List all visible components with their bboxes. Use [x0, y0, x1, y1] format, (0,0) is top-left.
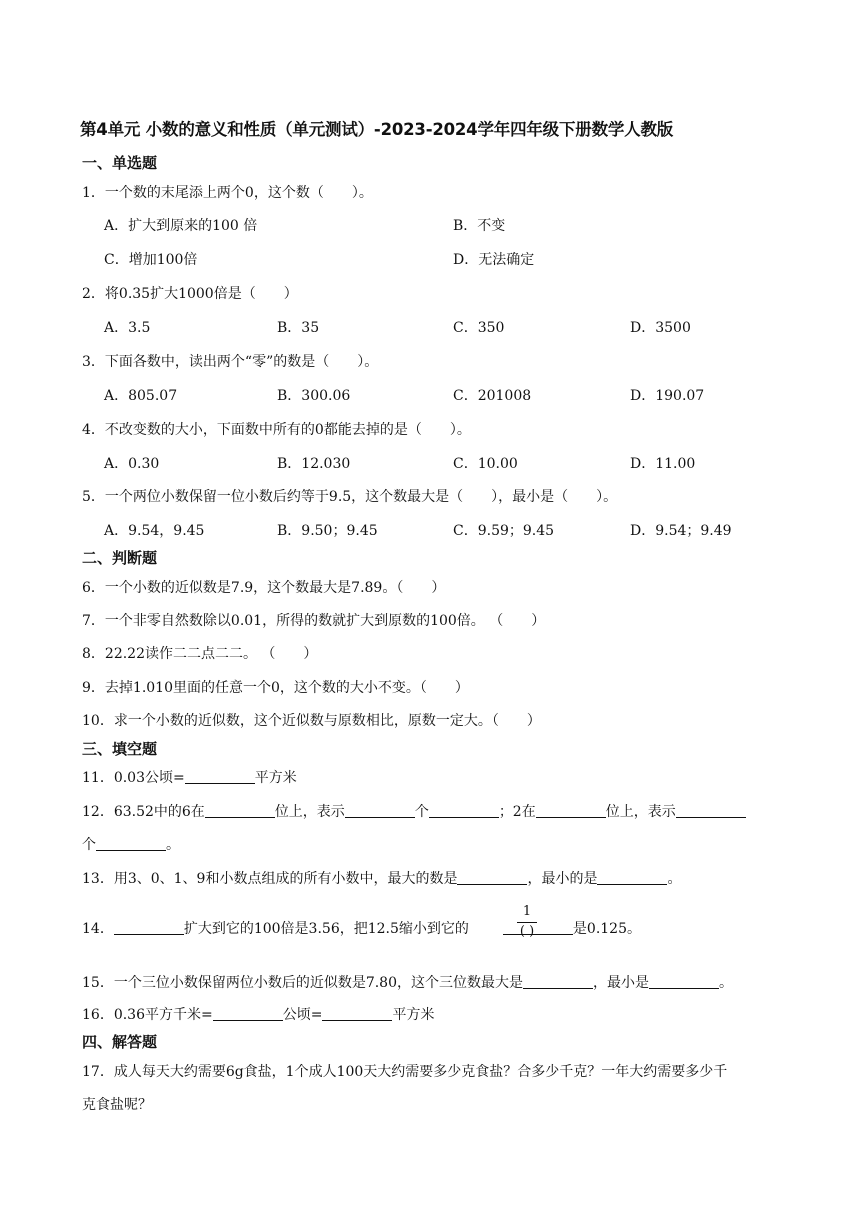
- answer-blank[interactable]: [457, 870, 527, 885]
- q4-option-c: C．10.00: [453, 456, 518, 472]
- q14-text-b: 扩大到它的100倍是3.56，把12.5缩小到它的: [183, 921, 469, 937]
- answer-blank[interactable]: [213, 1006, 283, 1021]
- answer-blank[interactable]: [523, 974, 593, 989]
- q15-text-a: 15．一个三位小数保留两位小数后的近似数是7.80，这个三位数最大是: [82, 975, 523, 991]
- answer-blank[interactable]: [597, 870, 667, 885]
- answer-blank[interactable]: [114, 920, 184, 935]
- question-13: [82, 868, 681, 888]
- q5-option-a: A．9.54，9.45: [104, 523, 205, 539]
- q13-text-a: 13．用3、0、1、9和小数点组成的所有小数中，最大的数是: [82, 871, 458, 887]
- section-heading-single-choice: 一、单选题: [82, 154, 158, 172]
- question-12-line-1: [82, 801, 746, 821]
- question-3: 3．下面各数中，读出两个“零”的数是（ ）。: [82, 354, 379, 370]
- q1-option-c: C．增加100倍: [104, 252, 198, 268]
- question-12-line-2: [82, 834, 180, 854]
- q2-option-b: B．35: [277, 320, 320, 336]
- q5-option-b: B．9.50；9.45: [277, 523, 378, 539]
- q15-text-b: ，最小是: [593, 975, 649, 991]
- question-15: [82, 972, 733, 992]
- question-2: 2．将0.35扩大1000倍是（ ）: [82, 286, 298, 302]
- q12-text-b: 位上，表示: [274, 804, 345, 820]
- answer-blank[interactable]: [185, 769, 255, 784]
- q11-text-b: 平方米: [254, 770, 297, 786]
- answer-blank[interactable]: [96, 836, 166, 851]
- question-6: 6．一个小数的近似数是7.9，这个数最大是7.89。（ ）: [82, 580, 446, 596]
- q5-option-c: C．9.59；9.45: [453, 523, 555, 539]
- question-7: 7．一个非零自然数除以0.01，所得的数就扩大到原数的100倍。 （ ）: [82, 613, 546, 629]
- q1-option-d: D．无法确定: [453, 252, 535, 268]
- q12-text-f: 个: [82, 837, 96, 853]
- question-4: 4．不改变数的大小，下面数中所有的0都能去掉的是（ ）。: [82, 422, 471, 438]
- question-16: [82, 1004, 434, 1024]
- q2-option-a: A．3.5: [104, 320, 151, 336]
- answer-blank[interactable]: [345, 803, 415, 818]
- answer-blank[interactable]: [649, 974, 719, 989]
- question-17-line-2: 克食盐呢？: [82, 1097, 152, 1113]
- fraction-numerator: 1: [522, 904, 532, 919]
- answer-blank[interactable]: [429, 803, 499, 818]
- q2-option-d: D．3500: [630, 320, 691, 336]
- q4-option-a: A．0.30: [104, 456, 160, 472]
- q12-text-c: 个: [414, 804, 429, 820]
- fraction-denominator[interactable]: ( ): [519, 924, 535, 939]
- q3-option-c: C．201008: [453, 388, 532, 404]
- section-heading-problem-solving: 四、解答题: [82, 1033, 158, 1051]
- q13-text-c: 。: [667, 871, 682, 887]
- q16-text-b: 公顷=: [282, 1007, 323, 1023]
- q4-option-b: B．12.030: [277, 456, 351, 472]
- q5-option-d: D．9.54；9.49: [630, 523, 732, 539]
- q12-text-e: 位上，表示: [605, 804, 676, 820]
- q1-option-b: B．不变: [453, 218, 506, 234]
- q15-text-c: 。: [719, 975, 733, 991]
- q16-text-c: 平方米: [392, 1007, 435, 1023]
- question-10: 10．求一个小数的近似数，这个近似数与原数相比，原数一定大。（ ）: [82, 713, 541, 729]
- q12-text-a: 12．63.52中的6在: [82, 804, 205, 820]
- page-title: 第4单元 小数的意义和性质（单元测试）-2023-2024学年四年级下册数学人教版: [80, 120, 674, 139]
- q4-option-d: D．11.00: [630, 456, 696, 472]
- fraction-bar: [517, 922, 537, 923]
- question-8: 8．22.22读作二二点二二。 （ ）: [82, 646, 318, 662]
- section-heading-true-false: 二、判断题: [82, 549, 158, 567]
- q16-text-a: 16．0.36平方千米=: [82, 1007, 213, 1023]
- q3-option-a: A．805.07: [104, 388, 178, 404]
- fraction-one-over-blank: [515, 904, 539, 939]
- question-9: 9．去掉1.010里面的任意一个0，这个数的大小不变。（ ）: [82, 680, 469, 696]
- answer-blank[interactable]: [322, 1006, 392, 1021]
- question-1: 1．一个数的末尾添上两个0，这个数（ ）。: [82, 185, 373, 201]
- answer-blank[interactable]: [676, 803, 746, 818]
- q2-option-c: C．350: [453, 320, 505, 336]
- section-heading-fill-blank: 三、填空题: [82, 740, 158, 758]
- question-17-line-1: 17．成人每天大约需要6g食盐，1个成人100天大约需要多少克食盐？合多少千克？一年大约需要多少千: [82, 1064, 728, 1080]
- q14-text-c: 是0.125。: [572, 921, 641, 937]
- q3-option-b: B．300.06: [277, 388, 351, 404]
- q14-text-a: 14．: [82, 921, 114, 937]
- q13-text-b: ，最小的是: [527, 871, 598, 887]
- answer-blank[interactable]: [536, 803, 606, 818]
- q11-text-a: 11．0.03公顷=: [82, 770, 185, 786]
- q3-option-d: D．190.07: [630, 388, 705, 404]
- q1-option-a: A．扩大到原来的100 倍: [104, 218, 258, 234]
- q12-text-d: ；2在: [498, 804, 536, 820]
- answer-blank[interactable]: [205, 803, 275, 818]
- question-5: 5．一个两位小数保留一位小数后约等于9.5，这个数最大是（ ），最小是（ ）。: [82, 489, 618, 505]
- question-11: [82, 767, 297, 787]
- question-14: [82, 918, 641, 938]
- q12-text-g: 。: [166, 837, 180, 853]
